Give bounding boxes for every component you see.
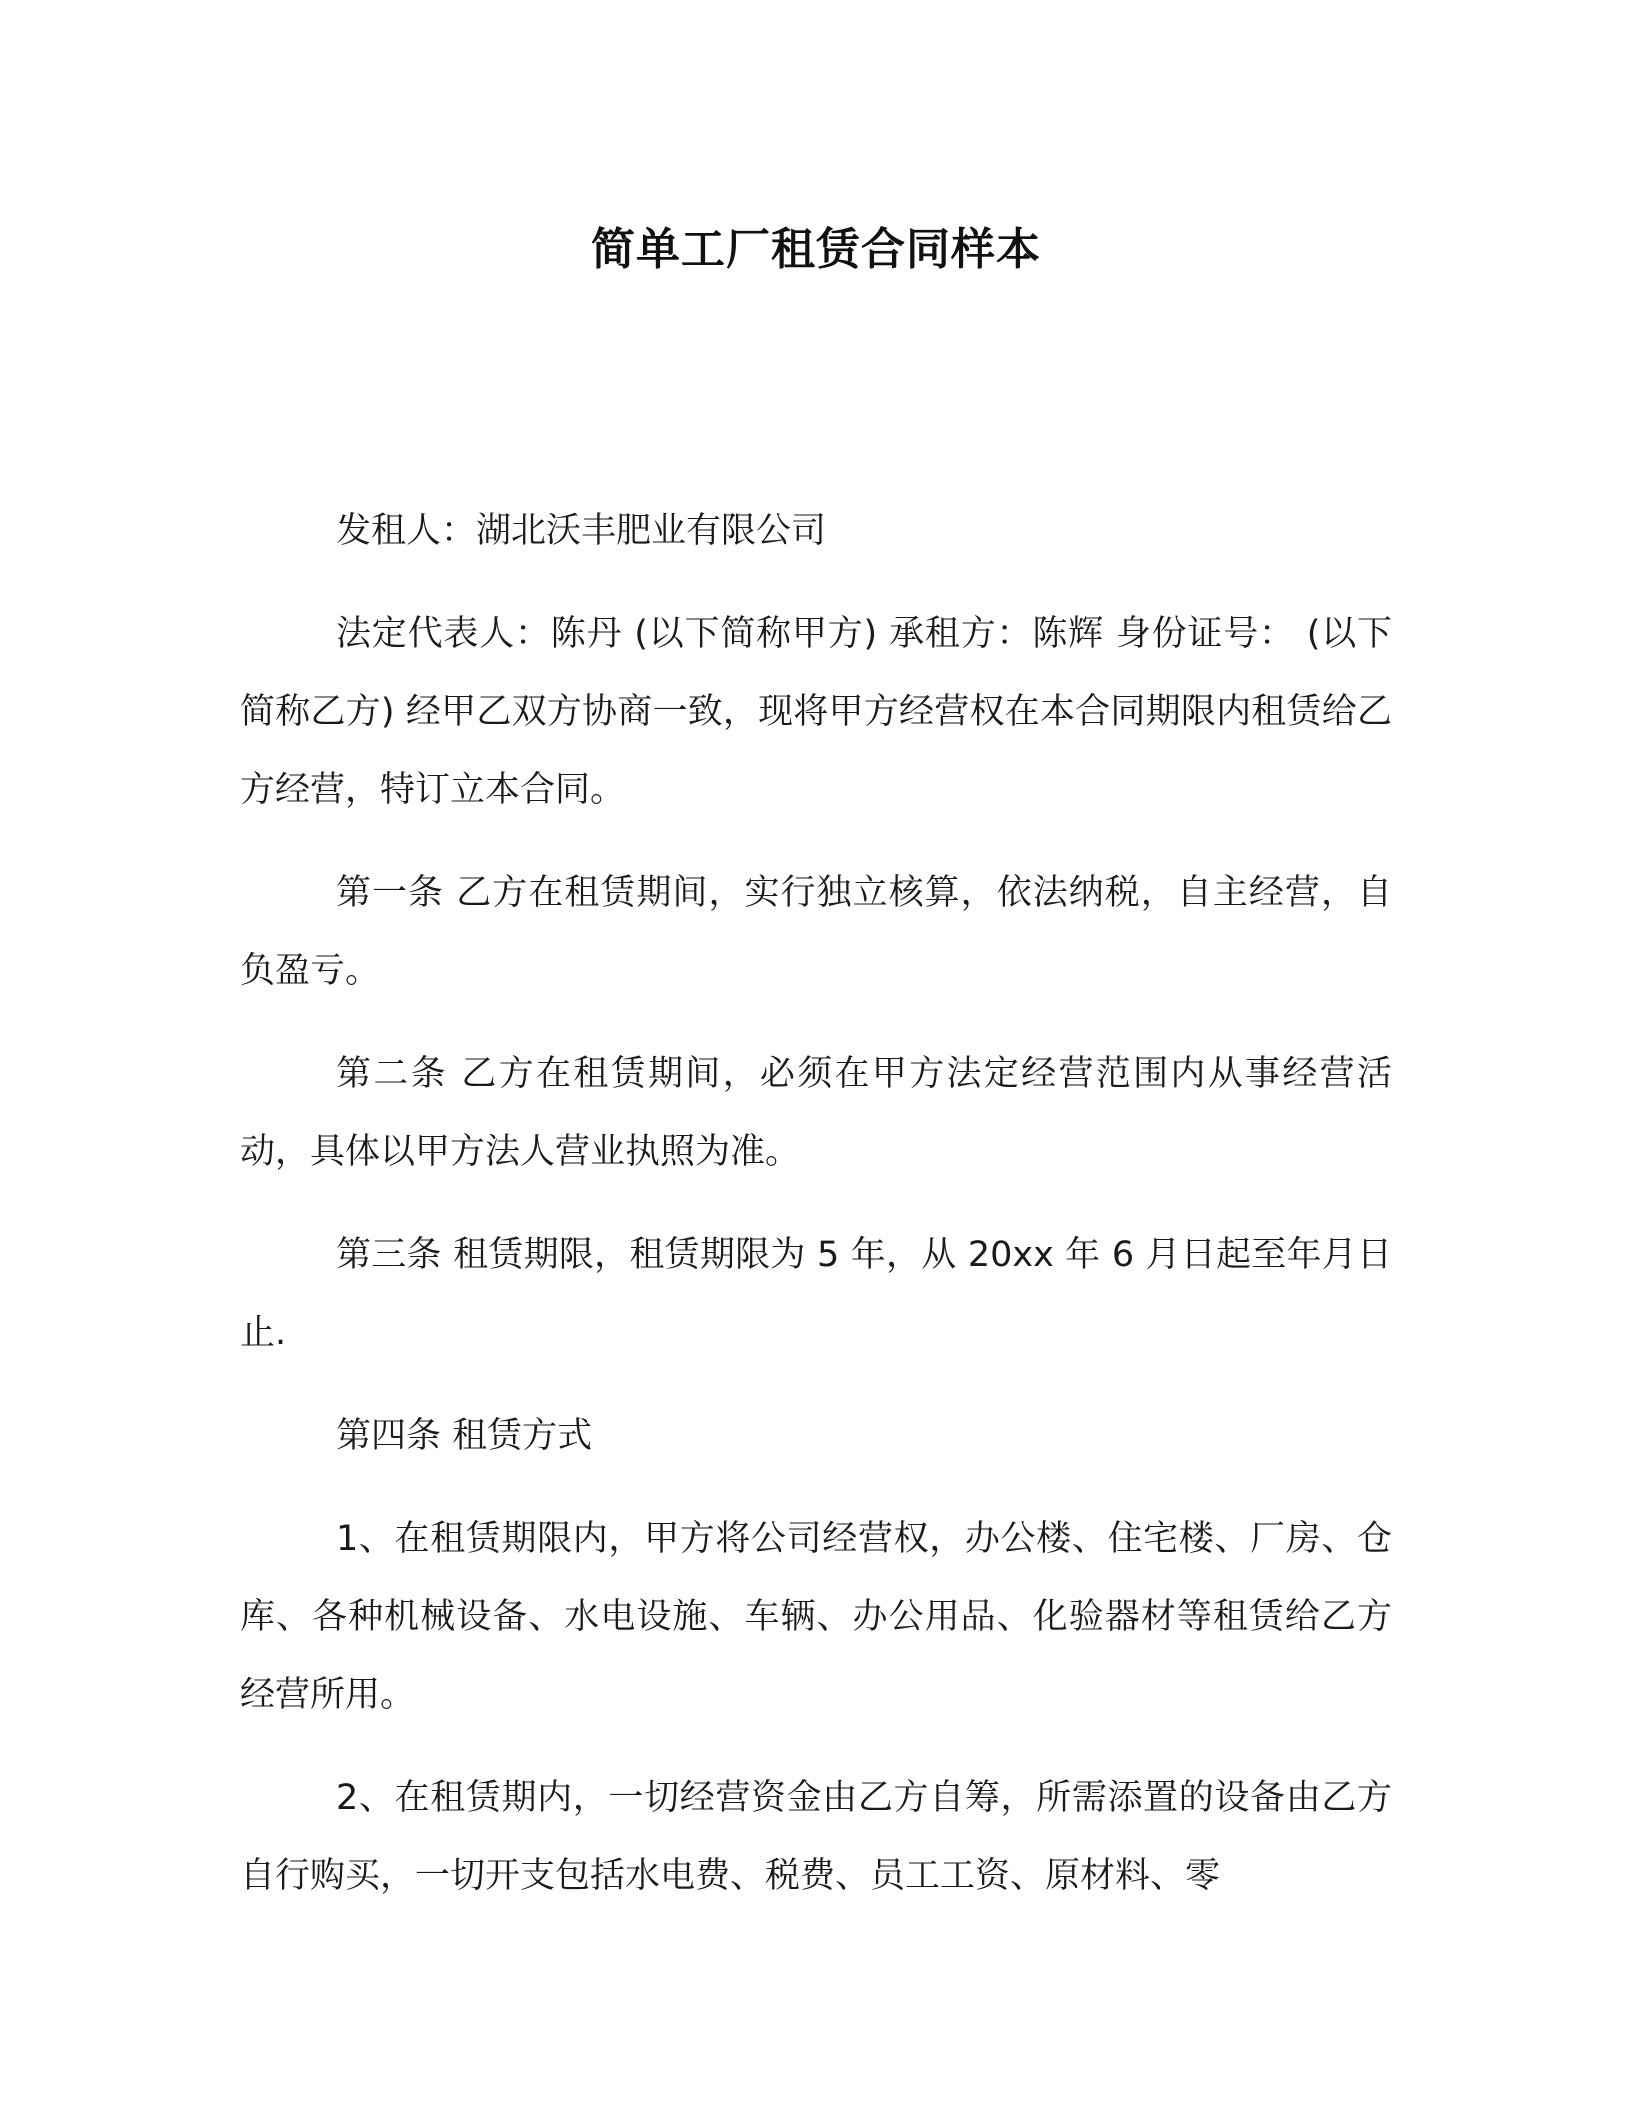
article-2-paragraph: 第二条 乙方在租赁期间，必须在甲方法定经营范围内从事经营活动，具体以甲方法人营业执照为准。: [240, 1054, 1392, 1172]
parties-paragraph: 法定代表人：陈丹 (以下简称甲方) 承租方：陈辉 身份证号： (以下简称乙方) 经甲乙双方协商一致，现将甲方经营权在本合同期限内租赁给乙方经营，特订立本合同。: [240, 614, 1392, 810]
article-4-item-1: 1、在租赁期限内，甲方将公司经营权，办公楼、住宅楼、厂房、仓库、各种机械设备、水电设施、车辆、办公用品、化验器材等租赁给乙方经营所用。: [240, 1519, 1392, 1715]
article-4-heading: 第四条 租赁方式: [336, 1416, 593, 1456]
lessor-paragraph: 发租人：湖北沃丰肥业有限公司: [336, 511, 827, 551]
article-4-item-2: 2、在租赁期内，一切经营资金由乙方自筹，所需添置的设备由乙方自行购买，一切开支包括水电费、税费、员工工资、原材料、零: [240, 1778, 1392, 1896]
article-1-paragraph: 第一条 乙方在租赁期间，实行独立核算，依法纳税，自主经营，自负盈亏。: [240, 873, 1392, 991]
document-title: 简单工厂租赁合同样本: [591, 224, 1041, 275]
document-body: [240, 492, 1392, 1940]
article-3-paragraph: 第三条 租赁期限，租赁期限为 5 年，从 20xx 年 6 月日起至年月日止.: [240, 1235, 1392, 1353]
